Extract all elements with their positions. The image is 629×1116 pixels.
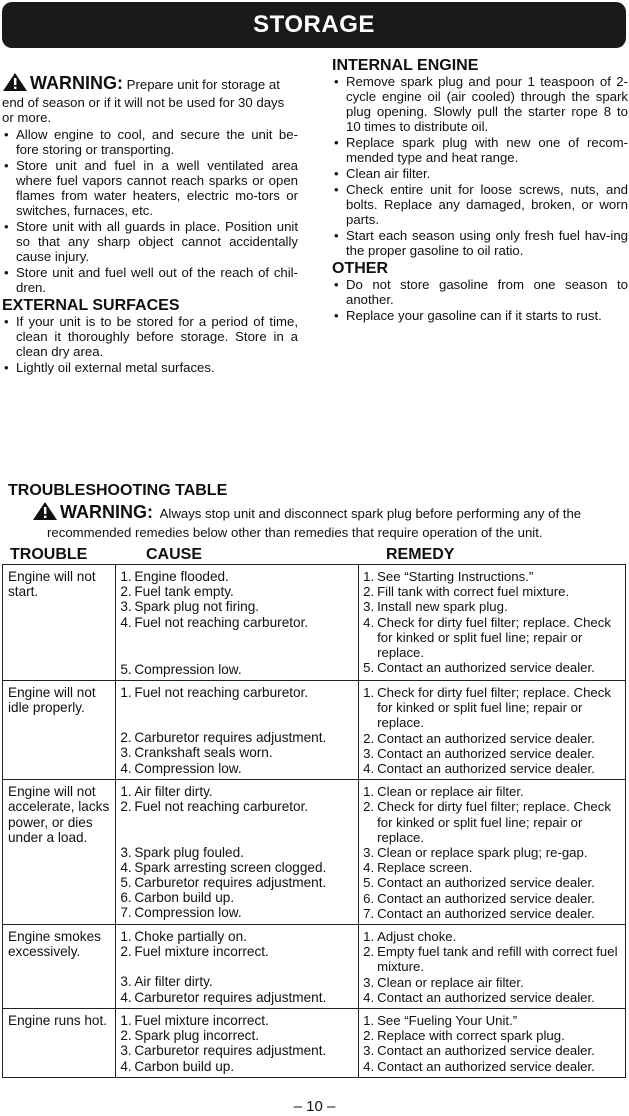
- cause-item: Engine flooded.: [134, 569, 229, 584]
- warning-text: recommended remedies below other than remedies that require operation of the unit.: [47, 525, 543, 540]
- cause-item: Fuel mixture incorrect.: [134, 944, 269, 960]
- cause-item: Carburetor requires adjustment.: [134, 875, 327, 891]
- list-item: • Store unit and fuel in a well ventilated area where fuel vapors cannot reach sparks or open flames from water heaters, electric mo-tors or switches, furnaces, etc.: [2, 158, 298, 218]
- remedy-item: Empty fuel tank and refill with correct fuel mixture.: [377, 944, 618, 975]
- other-heading: OTHER: [332, 260, 388, 277]
- list-item: • Clean air filter.: [332, 166, 628, 181]
- cause-item: Fuel mixture incorrect.: [134, 1013, 269, 1029]
- remedy-item: Fill tank with correct fuel mixture.: [377, 584, 570, 600]
- table-row: [3, 1009, 626, 1078]
- list-item: • Replace spark plug with new one of recom-mended type and heat range.: [332, 135, 628, 165]
- table-row: [3, 565, 626, 681]
- cause-item: Compression low.: [134, 905, 242, 921]
- troubleshooting-title: TROUBLESHOOTING TABLE: [8, 482, 228, 499]
- cause-cell: 1. Air filter dirty. 2. Fuel not reaching carburetor. 3. Spark plug fouled. 4. Spark arresting screen clogged. 5. Carburetor requires adjustment. 6. Carbon build up. 7. Compression low.: [116, 780, 359, 925]
- remedy-item: Clean or replace air filter.: [377, 974, 524, 990]
- external-surfaces-heading: EXTERNAL SURFACES: [2, 297, 180, 314]
- warning-text: Always stop unit and disconnect spark plug before performing any of the: [159, 506, 582, 521]
- troubleshooting-warning: [32, 501, 622, 541]
- storage-left-column: [2, 72, 298, 376]
- remedy-item: Contact an authorized service dealer.: [377, 745, 595, 761]
- remedy-item: See “Fueling Your Unit.”: [377, 1013, 518, 1029]
- remedy-item: Contact an authorized service dealer.: [377, 660, 595, 676]
- remedy-item: See “Starting Instructions.”: [377, 569, 534, 584]
- cause-item: Spark plug fouled.: [134, 844, 244, 860]
- cause-item: Spark plug incorrect.: [134, 1028, 260, 1044]
- remedy-item: Replace screen.: [377, 860, 473, 876]
- cause-item: Compression low.: [134, 661, 242, 677]
- table-row: [3, 925, 626, 1009]
- cause-item: Choke partially on.: [134, 929, 247, 945]
- warning-triangle-icon: [32, 501, 58, 525]
- cause-item: Air filter dirty.: [134, 784, 213, 800]
- cause-item: Crankshaft seals worn.: [134, 745, 273, 761]
- cause-cell: 1. Engine flooded. 2. Fuel tank empty. 3. Spark plug not firing. 4. Fuel not reaching carburetor. 5. Compression low.: [116, 565, 359, 681]
- internal-engine-list: [332, 74, 628, 258]
- remedy-item: Clean or replace air filter.: [377, 784, 524, 800]
- cause-item: Carburetor requires adjustment.: [134, 1043, 327, 1059]
- remedy-column-header: REMEDY: [386, 546, 455, 563]
- cause-item: Fuel not reaching carburetor.: [134, 614, 309, 630]
- list-item: • Allow engine to cool, and secure the unit be-fore storing or transporting.: [2, 127, 298, 157]
- cause-cell: 1. Fuel mixture incorrect. 2. Spark plug incorrect. 3. Carburetor requires adjustment. 4. Carbon build up.: [116, 1009, 359, 1078]
- page-number: – 10 –: [293, 1098, 336, 1115]
- storage-warning: [2, 72, 298, 125]
- list-item: • Store unit and fuel well out of the reach of chil-dren.: [2, 265, 298, 295]
- cause-item: Fuel not reaching carburetor.: [134, 685, 309, 701]
- remedy-cell: 1. See “Fueling Your Unit.” 2. Replace with correct spark plug. 3. Contact an authorized service dealer. 4. Contact an authorized service dealer.: [359, 1009, 626, 1078]
- trouble-column-header: TROUBLE: [10, 546, 88, 563]
- internal-engine-heading: INTERNAL ENGINE: [332, 57, 479, 74]
- remedy-item: Replace with correct spark plug.: [377, 1028, 565, 1044]
- page-title: STORAGE: [253, 11, 375, 38]
- remedy-item: Contact an authorized service dealer.: [377, 1043, 595, 1059]
- remedy-item: Contact an authorized service dealer.: [377, 905, 595, 921]
- remedy-cell: 1. Check for dirty fuel filter; replace. Check for kinked or split fuel line; repair or replace. 2. Contact an authorized service dealer. 3. Contact an authorized service dealer. 4. Contact an authorized service dealer.: [359, 681, 626, 780]
- remedy-item: Contact an authorized service dealer.: [377, 989, 595, 1005]
- remedy-item: Check for dirty fuel filter; replace. Check for kinked or split fuel line; repair or replace.: [377, 614, 611, 661]
- cause-column-header: CAUSE: [146, 546, 203, 563]
- trouble-cell: Engine will not accelerate, lacks power, or dies under a load.: [3, 780, 116, 925]
- table-row: [3, 681, 626, 780]
- troubleshooting-table: [2, 564, 626, 1078]
- warning-text: Prepare unit for storage at end of season or if it will not be used for 30 days or more.: [2, 77, 285, 125]
- list-item: • Start each season using only fresh fuel hav-ing the proper gasoline to oil ratio.: [332, 228, 628, 258]
- remedy-item: Contact an authorized service dealer.: [377, 875, 595, 891]
- remedy-cell: 1. See “Starting Instructions.” 2. Fill tank with correct fuel mixture. 3. Install new spark plug. 4. Check for dirty fuel filter; replace. Check for kinked or split fuel line; repair or replace. 5. Contact an authorized service dealer.: [359, 565, 626, 681]
- remedy-item: Check for dirty fuel filter; replace. Check for kinked or split fuel line; repair or replace.: [377, 685, 611, 731]
- cause-item: Compression low.: [134, 760, 242, 776]
- remedy-cell: 1. Adjust choke. 2. Empty fuel tank and refill with correct fuel mixture. 3. Clean or replace air filter. 4. Contact an authorized service dealer.: [359, 925, 626, 1009]
- trouble-cell: Engine smokes excessively.: [3, 925, 116, 1009]
- remedy-item: Clean or replace spark plug; re-gap.: [377, 845, 588, 861]
- remedy-item: Contact an authorized service dealer.: [377, 761, 595, 777]
- cause-item: Fuel not reaching carburetor.: [134, 799, 309, 815]
- trouble-cell: Engine will not idle properly.: [3, 681, 116, 780]
- cause-item: Carbon build up.: [134, 890, 235, 906]
- remedy-item: Contact an authorized service dealer.: [377, 1058, 595, 1074]
- external-surfaces-list: [2, 314, 298, 375]
- remedy-item: Contact an authorized service dealer.: [377, 890, 595, 906]
- cause-cell: 1. Choke partially on. 2. Fuel mixture incorrect. 3. Air filter dirty. 4. Carburetor requires adjustment.: [116, 925, 359, 1009]
- warning-label: WARNING:: [30, 73, 123, 93]
- storage-list: [2, 127, 298, 295]
- cause-cell: 1. Fuel not reaching carburetor. 2. Carburetor requires adjustment. 3. Crankshaft seals worn. 4. Compression low.: [116, 681, 359, 780]
- cause-item: Air filter dirty.: [134, 974, 213, 990]
- cause-item: Carburetor requires adjustment.: [134, 730, 327, 746]
- cause-item: Carbon build up.: [134, 1058, 235, 1074]
- cause-item: Carburetor requires adjustment.: [134, 989, 327, 1005]
- remedy-cell: 1. Clean or replace air filter. 2. Check for dirty fuel filter; replace. Check for kinked or split fuel line; repair or replace. 3. Clean or replace spark plug; re-gap. 4. Replace screen. 5. Contact an authorized service dealer. 6. Contact an authorized service dealer. 7. Contact an authorized service dealer.: [359, 780, 626, 925]
- cause-item: Spark arresting screen clogged.: [134, 859, 327, 875]
- remedy-item: Adjust choke.: [377, 929, 457, 945]
- remedy-item: Install new spark plug.: [377, 599, 508, 615]
- list-item: • If your unit is to be stored for a period of time, clean it thoroughly before storage. Store in a clean dry area.: [2, 314, 298, 359]
- remedy-item: Contact an authorized service dealer.: [377, 730, 595, 746]
- list-item: • Remove spark plug and pour 1 teaspoon of 2-cycle engine oil (air cooled) through the spark plug opening. Slowly pull the starter rope 8 to 10 times to distribute oil.: [332, 74, 628, 134]
- warning-triangle-icon: [2, 72, 28, 95]
- list-item: • Do not store gasoline from one season to another.: [332, 277, 628, 307]
- table-row: [3, 780, 626, 925]
- list-item: • Store unit with all guards in place. Position unit so that any sharp object cannot accidentally cause injury.: [2, 219, 298, 264]
- list-item: • Check entire unit for loose screws, nuts, and bolts. Replace any damaged, broken, or worn parts.: [332, 182, 628, 227]
- warning-label: WARNING:: [60, 502, 153, 522]
- cause-item: Fuel tank empty.: [134, 584, 234, 600]
- list-item: • Lightly oil external metal surfaces.: [2, 360, 298, 375]
- page-title-banner: [2, 2, 626, 48]
- storage-right-column: [332, 58, 628, 324]
- list-item: • Replace your gasoline can if it starts to rust.: [332, 308, 628, 323]
- trouble-cell: Engine runs hot.: [3, 1009, 116, 1078]
- remedy-item: Check for dirty fuel filter; replace. Check for kinked or split fuel line; repair or replace.: [377, 799, 611, 845]
- trouble-cell: Engine will not start.: [3, 565, 116, 681]
- other-list: [332, 277, 628, 323]
- cause-item: Spark plug not firing.: [134, 599, 260, 615]
